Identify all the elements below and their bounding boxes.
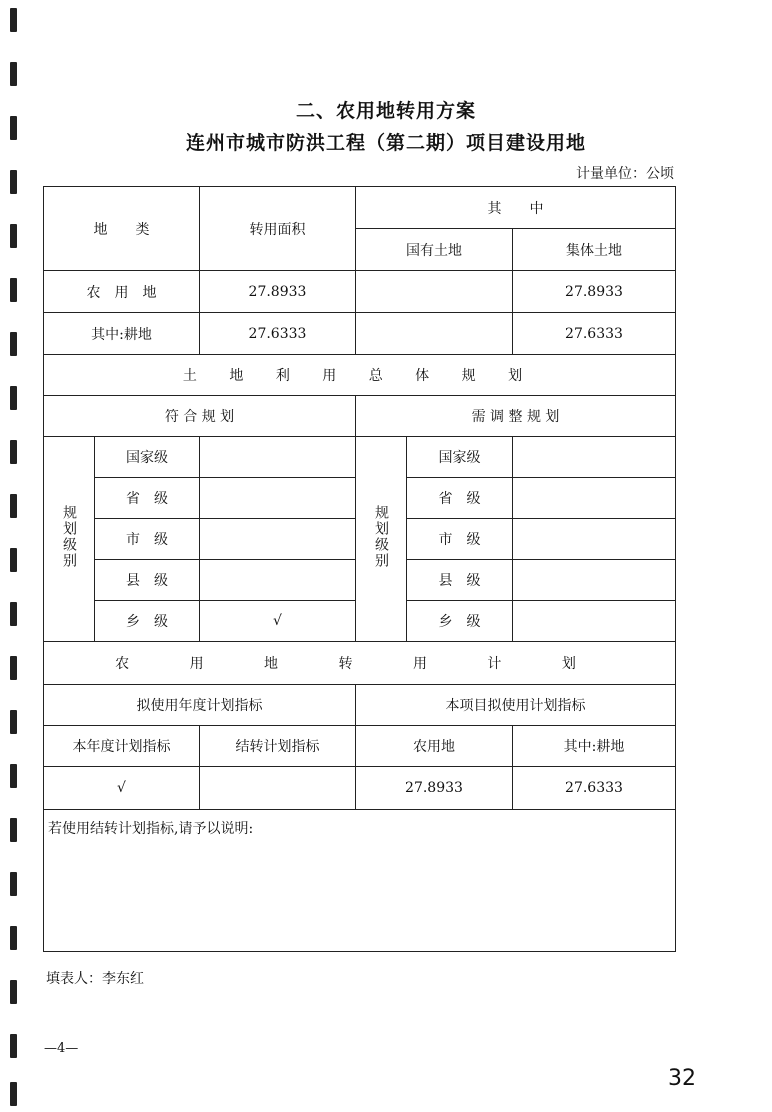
carry-over-header: 结转计划指标: [200, 726, 356, 767]
header-collective-land: 集体土地: [513, 229, 676, 271]
level-name: 市 级: [95, 519, 200, 560]
header-area: 转用面积: [200, 187, 356, 271]
sheet-number: 32: [668, 1066, 696, 1091]
level-name: 乡 级: [407, 601, 513, 642]
header-category: 地 类: [44, 187, 200, 271]
arable-value: 27.6333: [513, 767, 676, 810]
level-name: 市 级: [407, 519, 513, 560]
level-name: 省 级: [95, 478, 200, 519]
level-name: 国家级: [95, 437, 200, 478]
level-name: 县 级: [95, 560, 200, 601]
farmland-value: 27.8933: [356, 767, 513, 810]
plan-section-header: 土 地 利 用 总 体 规 划: [44, 355, 676, 396]
annual-index-header: 拟使用年度计划指标: [44, 685, 356, 726]
this-year-value: √: [44, 767, 200, 810]
level-comply-value: [200, 560, 356, 601]
carry-over-value: [200, 767, 356, 810]
farmland-header: 农用地: [356, 726, 513, 767]
level-comply-value: [200, 519, 356, 560]
arable-header: 其中:耕地: [513, 726, 676, 767]
project-index-header: 本项目拟使用计划指标: [356, 685, 676, 726]
level-comply-value: √: [200, 601, 356, 642]
row-farmland-label: 农 用 地: [44, 271, 200, 313]
level-comply-value: [200, 437, 356, 478]
level-adjust-value: [513, 601, 676, 642]
level-adjust-value: [513, 437, 676, 478]
level-name: 乡 级: [95, 601, 200, 642]
unit-label: 计量单位：公顷: [576, 166, 674, 182]
plan-level-label-left: 规划级别: [44, 437, 95, 642]
row-farmland-collective: 27.8933: [513, 271, 676, 313]
document-title: 二、农用地转用方案: [295, 100, 476, 122]
row-arable-collective: 27.6333: [513, 313, 676, 355]
form-filler: 填表人：李东红: [46, 971, 144, 987]
carry-over-note: 若使用结转计划指标,请予以说明:: [44, 810, 676, 952]
comply-plan-header: 符 合 规 划: [44, 396, 356, 437]
land-conversion-table: [43, 186, 676, 952]
level-adjust-value: [513, 519, 676, 560]
level-name: 国家级: [407, 437, 513, 478]
row-farmland-area: 27.8933: [200, 271, 356, 313]
row-arable-label: 其中:耕地: [44, 313, 200, 355]
level-comply-value: [200, 478, 356, 519]
this-year-header: 本年度计划指标: [44, 726, 200, 767]
conversion-plan-header: 农 用 地 转 用 计 划: [44, 642, 676, 685]
row-arable-state: [356, 313, 513, 355]
row-arable-area: 27.6333: [200, 313, 356, 355]
level-name: 省 级: [407, 478, 513, 519]
header-state-land: 国有土地: [356, 229, 513, 271]
plan-level-label-right: 规划级别: [356, 437, 407, 642]
row-farmland-state: [356, 271, 513, 313]
level-adjust-value: [513, 560, 676, 601]
level-name: 县 级: [407, 560, 513, 601]
document-subtitle: 连州市城市防洪工程（第二期）项目建设用地: [185, 132, 586, 154]
page-number: —4—: [44, 1041, 79, 1056]
adjust-plan-header: 需 调 整 规 划: [356, 396, 676, 437]
level-adjust-value: [513, 478, 676, 519]
header-of-which: 其 中: [356, 187, 676, 229]
